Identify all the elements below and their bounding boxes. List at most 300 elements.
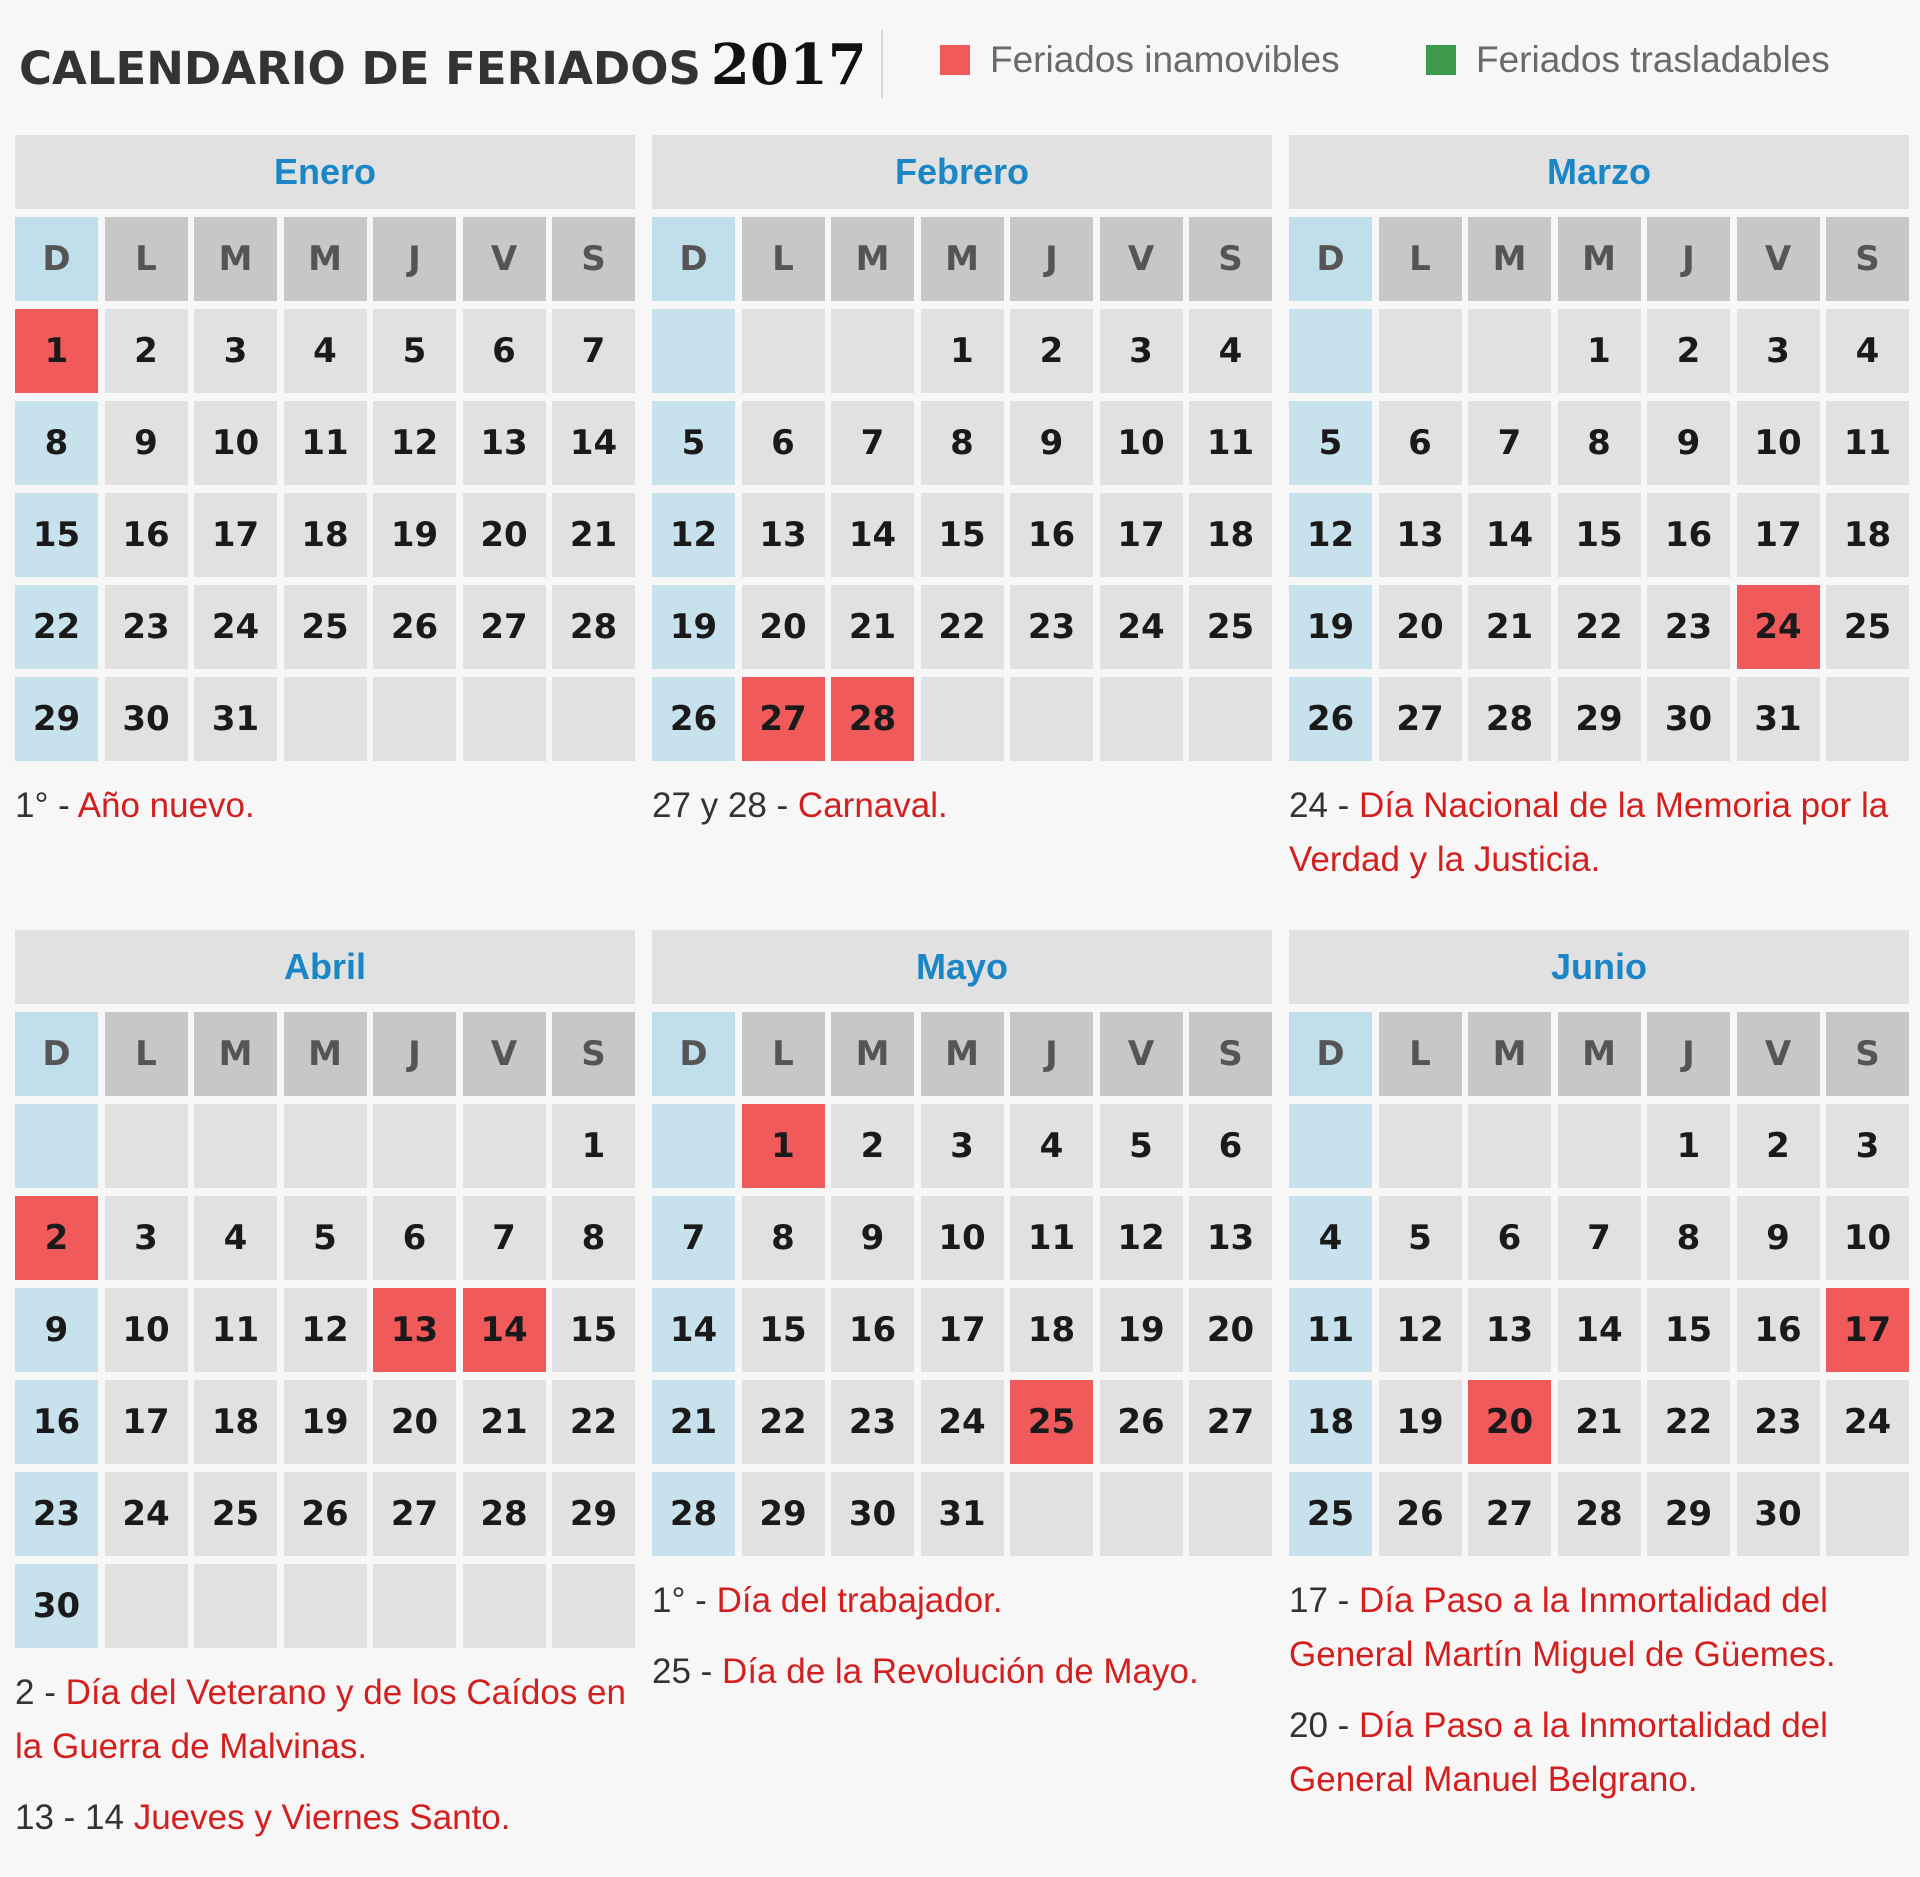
month-mayo (652, 930, 1272, 1716)
holiday-note-date: 1° - (652, 1581, 717, 1620)
empty-day-cell (194, 1564, 277, 1648)
calendar-grid (652, 1012, 1272, 1556)
day-cell: 7 (1468, 401, 1551, 485)
day-cell: 29 (742, 1472, 825, 1556)
day-cell: 29 (15, 677, 98, 761)
holiday-note-date: 1° - (15, 786, 78, 825)
day-cell: 11 (1289, 1288, 1372, 1372)
holiday-note (15, 1791, 635, 1845)
day-cell: 28 (552, 585, 635, 669)
month-notes (652, 779, 1272, 833)
weekday-header: L (105, 1012, 188, 1096)
day-cell: 31 (1737, 677, 1820, 761)
day-cell: 14 (552, 401, 635, 485)
weekday-header: M (284, 1012, 367, 1096)
empty-day-cell (105, 1104, 188, 1188)
day-cell: 26 (1379, 1472, 1462, 1556)
calendar-grid (652, 217, 1272, 761)
holiday-day-cell: 1 (742, 1104, 825, 1188)
empty-day-cell (1189, 1472, 1272, 1556)
weekday-header: M (1558, 217, 1641, 301)
day-cell: 5 (652, 401, 735, 485)
empty-day-cell (105, 1564, 188, 1648)
empty-day-cell (1289, 309, 1372, 393)
month-name: Junio (1289, 930, 1909, 1004)
day-cell: 20 (1379, 585, 1462, 669)
legend-swatch-trasladables (1426, 45, 1456, 75)
day-cell: 19 (373, 493, 456, 577)
day-cell: 26 (1289, 677, 1372, 761)
day-cell: 24 (921, 1380, 1004, 1464)
day-cell: 19 (1100, 1288, 1183, 1372)
day-cell: 19 (1289, 585, 1372, 669)
day-cell: 14 (1468, 493, 1551, 577)
day-cell: 20 (1189, 1288, 1272, 1372)
day-cell: 16 (1737, 1288, 1820, 1372)
weekday-header: M (194, 217, 277, 301)
holiday-note-date: 2 - (15, 1673, 66, 1712)
page-title (19, 32, 867, 98)
day-cell: 16 (831, 1288, 914, 1372)
day-cell: 6 (373, 1196, 456, 1280)
legend-divider (881, 30, 883, 98)
holiday-day-cell: 28 (831, 677, 914, 761)
day-cell: 18 (1189, 493, 1272, 577)
day-cell: 9 (1010, 401, 1093, 485)
day-cell: 15 (742, 1288, 825, 1372)
day-cell: 22 (1647, 1380, 1730, 1464)
day-cell: 10 (105, 1288, 188, 1372)
holiday-note-text: Día del trabajador. (716, 1581, 1003, 1620)
holiday-day-cell: 14 (463, 1288, 546, 1372)
day-cell: 20 (463, 493, 546, 577)
day-cell: 20 (742, 585, 825, 669)
holiday-day-cell: 17 (1826, 1288, 1909, 1372)
weekday-header: D (15, 1012, 98, 1096)
day-cell: 18 (1289, 1380, 1372, 1464)
empty-day-cell (1468, 309, 1551, 393)
day-cell: 28 (1468, 677, 1551, 761)
weekday-header: S (1189, 217, 1272, 301)
empty-day-cell (1379, 1104, 1462, 1188)
empty-day-cell (742, 309, 825, 393)
day-cell: 12 (1379, 1288, 1462, 1372)
empty-day-cell (1379, 309, 1462, 393)
empty-day-cell (1468, 1104, 1551, 1188)
day-cell: 16 (1010, 493, 1093, 577)
day-cell: 14 (1558, 1288, 1641, 1372)
day-cell: 14 (652, 1288, 735, 1372)
day-cell: 10 (921, 1196, 1004, 1280)
day-cell: 7 (552, 309, 635, 393)
day-cell: 27 (1379, 677, 1462, 761)
day-cell: 8 (1558, 401, 1641, 485)
day-cell: 4 (1189, 309, 1272, 393)
day-cell: 3 (194, 309, 277, 393)
weekday-header: M (1558, 1012, 1641, 1096)
day-cell: 29 (552, 1472, 635, 1556)
day-cell: 15 (1647, 1288, 1730, 1372)
day-cell: 14 (831, 493, 914, 577)
day-cell: 13 (1468, 1288, 1551, 1372)
day-cell: 1 (1558, 309, 1641, 393)
day-cell: 4 (1826, 309, 1909, 393)
holiday-note (15, 779, 635, 833)
day-cell: 2 (1737, 1104, 1820, 1188)
month-name: Mayo (652, 930, 1272, 1004)
holiday-note-text: Año nuevo. (77, 786, 255, 825)
holiday-note (652, 1645, 1272, 1699)
day-cell: 9 (15, 1288, 98, 1372)
weekday-header: V (463, 1012, 546, 1096)
weekday-header: L (1379, 217, 1462, 301)
day-cell: 26 (284, 1472, 367, 1556)
day-cell: 10 (194, 401, 277, 485)
day-cell: 23 (1647, 585, 1730, 669)
month-abril (15, 930, 635, 1862)
empty-day-cell (1100, 677, 1183, 761)
empty-day-cell (284, 677, 367, 761)
day-cell: 7 (463, 1196, 546, 1280)
day-cell: 27 (463, 585, 546, 669)
legend-label-inamovibles: Feriados inamovibles (990, 39, 1340, 80)
calendar-grid (15, 1012, 635, 1648)
holiday-day-cell: 20 (1468, 1380, 1551, 1464)
day-cell: 23 (1737, 1380, 1820, 1464)
day-cell: 12 (373, 401, 456, 485)
day-cell: 8 (1647, 1196, 1730, 1280)
holiday-note-date: 13 - 14 (15, 1798, 134, 1837)
empty-day-cell (284, 1564, 367, 1648)
month-junio (1289, 930, 1909, 1824)
calendar-grid (1289, 1012, 1909, 1556)
empty-day-cell (1010, 677, 1093, 761)
weekday-header: J (373, 1012, 456, 1096)
weekday-header: V (1737, 1012, 1820, 1096)
day-cell: 23 (831, 1380, 914, 1464)
empty-day-cell (1289, 1104, 1372, 1188)
day-cell: 8 (552, 1196, 635, 1280)
weekday-header: M (831, 1012, 914, 1096)
day-cell: 4 (1010, 1104, 1093, 1188)
day-cell: 18 (194, 1380, 277, 1464)
weekday-header: J (1010, 1012, 1093, 1096)
day-cell: 1 (552, 1104, 635, 1188)
day-cell: 19 (284, 1380, 367, 1464)
legend-swatch-inamovibles (940, 45, 970, 75)
holiday-day-cell: 25 (1010, 1380, 1093, 1464)
day-cell: 30 (831, 1472, 914, 1556)
day-cell: 16 (15, 1380, 98, 1464)
day-cell: 13 (742, 493, 825, 577)
day-cell: 2 (831, 1104, 914, 1188)
day-cell: 22 (742, 1380, 825, 1464)
weekday-header: M (921, 217, 1004, 301)
weekday-header: M (831, 217, 914, 301)
weekday-header: S (1189, 1012, 1272, 1096)
legend-item-trasladables (1426, 39, 1830, 80)
day-cell: 5 (1100, 1104, 1183, 1188)
day-cell: 19 (1379, 1380, 1462, 1464)
month-notes (652, 1574, 1272, 1699)
day-cell: 15 (552, 1288, 635, 1372)
weekday-header: S (552, 1012, 635, 1096)
empty-day-cell (284, 1104, 367, 1188)
day-cell: 1 (1647, 1104, 1730, 1188)
day-cell: 28 (652, 1472, 735, 1556)
day-cell: 24 (1826, 1380, 1909, 1464)
day-cell: 5 (1289, 401, 1372, 485)
empty-day-cell (652, 1104, 735, 1188)
day-cell: 16 (105, 493, 188, 577)
weekday-header: D (1289, 1012, 1372, 1096)
day-cell: 10 (1737, 401, 1820, 485)
empty-day-cell (1558, 1104, 1641, 1188)
day-cell: 20 (373, 1380, 456, 1464)
weekday-header: S (552, 217, 635, 301)
day-cell: 17 (194, 493, 277, 577)
day-cell: 2 (105, 309, 188, 393)
holiday-note-text: Día Paso a la Inmortalidad del General Manuel Belgrano. (1289, 1706, 1828, 1799)
day-cell: 6 (1189, 1104, 1272, 1188)
day-cell: 27 (373, 1472, 456, 1556)
empty-day-cell (552, 1564, 635, 1648)
month-name: Abril (15, 930, 635, 1004)
month-enero (15, 135, 635, 850)
weekday-header: D (15, 217, 98, 301)
empty-day-cell (1189, 677, 1272, 761)
day-cell: 30 (1647, 677, 1730, 761)
month-name: Enero (15, 135, 635, 209)
day-cell: 3 (105, 1196, 188, 1280)
day-cell: 11 (194, 1288, 277, 1372)
day-cell: 8 (742, 1196, 825, 1280)
day-cell: 9 (1737, 1196, 1820, 1280)
day-cell: 12 (1100, 1196, 1183, 1280)
day-cell: 21 (652, 1380, 735, 1464)
day-cell: 5 (284, 1196, 367, 1280)
holiday-note (15, 1666, 635, 1774)
day-cell: 18 (1010, 1288, 1093, 1372)
day-cell: 2 (1010, 309, 1093, 393)
calendar-grid (1289, 217, 1909, 761)
holiday-day-cell: 24 (1737, 585, 1820, 669)
day-cell: 22 (921, 585, 1004, 669)
day-cell: 22 (1558, 585, 1641, 669)
day-cell: 31 (194, 677, 277, 761)
day-cell: 7 (1558, 1196, 1641, 1280)
weekday-header: L (105, 217, 188, 301)
empty-day-cell (373, 1564, 456, 1648)
day-cell: 26 (652, 677, 735, 761)
day-cell: 13 (1189, 1196, 1272, 1280)
holiday-note-date: 17 - (1289, 1581, 1360, 1620)
empty-day-cell (194, 1104, 277, 1188)
day-cell: 11 (1189, 401, 1272, 485)
weekday-header: M (194, 1012, 277, 1096)
weekday-header: L (1379, 1012, 1462, 1096)
holiday-note (1289, 779, 1909, 887)
day-cell: 30 (15, 1564, 98, 1648)
day-cell: 21 (552, 493, 635, 577)
day-cell: 8 (921, 401, 1004, 485)
weekday-header: D (652, 217, 735, 301)
holiday-day-cell: 2 (15, 1196, 98, 1280)
holiday-note-date: 25 - (652, 1652, 723, 1691)
empty-day-cell (831, 309, 914, 393)
month-notes (1289, 779, 1909, 887)
day-cell: 10 (1826, 1196, 1909, 1280)
day-cell: 9 (1647, 401, 1730, 485)
day-cell: 6 (1379, 401, 1462, 485)
day-cell: 17 (921, 1288, 1004, 1372)
weekday-header: S (1826, 217, 1909, 301)
weekday-header: J (1647, 217, 1730, 301)
day-cell: 1 (921, 309, 1004, 393)
holiday-note-date: 24 - (1289, 786, 1360, 825)
empty-day-cell (1826, 1472, 1909, 1556)
day-cell: 25 (1826, 585, 1909, 669)
day-cell: 19 (652, 585, 735, 669)
day-cell: 17 (1100, 493, 1183, 577)
day-cell: 8 (15, 401, 98, 485)
holiday-day-cell: 27 (742, 677, 825, 761)
day-cell: 21 (1468, 585, 1551, 669)
day-cell: 4 (284, 309, 367, 393)
day-cell: 24 (194, 585, 277, 669)
holiday-note (1289, 1574, 1909, 1682)
day-cell: 2 (1647, 309, 1730, 393)
day-cell: 25 (1189, 585, 1272, 669)
weekday-header: M (1468, 1012, 1551, 1096)
empty-day-cell (552, 677, 635, 761)
holiday-note (652, 779, 1272, 833)
title-text: CALENDARIO DE FERIADOS (19, 42, 701, 95)
day-cell: 24 (1100, 585, 1183, 669)
day-cell: 26 (1100, 1380, 1183, 1464)
day-cell: 3 (1737, 309, 1820, 393)
day-cell: 16 (1647, 493, 1730, 577)
weekday-header: V (463, 217, 546, 301)
day-cell: 6 (463, 309, 546, 393)
empty-day-cell (463, 1104, 546, 1188)
day-cell: 23 (105, 585, 188, 669)
weekday-header: M (921, 1012, 1004, 1096)
month-name: Marzo (1289, 135, 1909, 209)
empty-day-cell (652, 309, 735, 393)
empty-day-cell (463, 677, 546, 761)
month-notes (15, 1666, 635, 1845)
day-cell: 13 (463, 401, 546, 485)
weekday-header: J (373, 217, 456, 301)
calendar-grid (15, 217, 635, 761)
day-cell: 28 (463, 1472, 546, 1556)
weekday-header: S (1826, 1012, 1909, 1096)
day-cell: 24 (105, 1472, 188, 1556)
day-cell: 18 (1826, 493, 1909, 577)
day-cell: 4 (1289, 1196, 1372, 1280)
holiday-day-cell: 1 (15, 309, 98, 393)
day-cell: 13 (1379, 493, 1462, 577)
day-cell: 3 (1826, 1104, 1909, 1188)
day-cell: 30 (105, 677, 188, 761)
day-cell: 25 (1289, 1472, 1372, 1556)
weekday-header: M (284, 217, 367, 301)
weekday-header: D (1289, 217, 1372, 301)
day-cell: 17 (105, 1380, 188, 1464)
holiday-note-text: Día de la Revolución de Mayo. (722, 1652, 1199, 1691)
day-cell: 28 (1558, 1472, 1641, 1556)
day-cell: 11 (1826, 401, 1909, 485)
weekday-header: M (1468, 217, 1551, 301)
empty-day-cell (1010, 1472, 1093, 1556)
weekday-header: V (1100, 1012, 1183, 1096)
day-cell: 21 (463, 1380, 546, 1464)
day-cell: 12 (1289, 493, 1372, 577)
day-cell: 21 (1558, 1380, 1641, 1464)
weekday-header: L (742, 1012, 825, 1096)
day-cell: 12 (652, 493, 735, 577)
day-cell: 15 (15, 493, 98, 577)
day-cell: 25 (194, 1472, 277, 1556)
day-cell: 31 (921, 1472, 1004, 1556)
day-cell: 11 (1010, 1196, 1093, 1280)
day-cell: 12 (284, 1288, 367, 1372)
empty-day-cell (373, 677, 456, 761)
day-cell: 25 (284, 585, 367, 669)
title-year: 2017 (710, 32, 867, 98)
day-cell: 9 (105, 401, 188, 485)
month-marzo (1289, 135, 1909, 904)
month-name: Febrero (652, 135, 1272, 209)
day-cell: 26 (373, 585, 456, 669)
day-cell: 17 (1737, 493, 1820, 577)
day-cell: 4 (194, 1196, 277, 1280)
weekday-header: V (1737, 217, 1820, 301)
weekday-header: J (1010, 217, 1093, 301)
day-cell: 3 (921, 1104, 1004, 1188)
holiday-note (652, 1574, 1272, 1628)
holiday-note-text: Carnaval. (797, 786, 948, 825)
holiday-note-date: 20 - (1289, 1706, 1360, 1745)
legend-label-trasladables: Feriados trasladables (1476, 39, 1830, 80)
month-notes (1289, 1574, 1909, 1807)
day-cell: 27 (1468, 1472, 1551, 1556)
day-cell: 15 (1558, 493, 1641, 577)
day-cell: 5 (1379, 1196, 1462, 1280)
empty-day-cell (373, 1104, 456, 1188)
holiday-day-cell: 13 (373, 1288, 456, 1372)
holiday-note-text: Jueves y Viernes Santo. (133, 1798, 511, 1837)
day-cell: 6 (1468, 1196, 1551, 1280)
weekday-header: J (1647, 1012, 1730, 1096)
day-cell: 9 (831, 1196, 914, 1280)
day-cell: 11 (284, 401, 367, 485)
day-cell: 21 (831, 585, 914, 669)
day-cell: 29 (1558, 677, 1641, 761)
day-cell: 23 (1010, 585, 1093, 669)
empty-day-cell (1826, 677, 1909, 761)
holiday-note-text: Día Paso a la Inmortalidad del General Martín Miguel de Güemes. (1289, 1581, 1836, 1674)
day-cell: 10 (1100, 401, 1183, 485)
day-cell: 7 (831, 401, 914, 485)
weekday-header: D (652, 1012, 735, 1096)
weekday-header: L (742, 217, 825, 301)
holiday-note-text: Día del Veterano y de los Caídos en la Guerra de Malvinas. (15, 1673, 626, 1766)
empty-day-cell (1100, 1472, 1183, 1556)
day-cell: 3 (1100, 309, 1183, 393)
holiday-note-text: Día Nacional de la Memoria por la Verdad y la Justicia. (1289, 786, 1889, 879)
